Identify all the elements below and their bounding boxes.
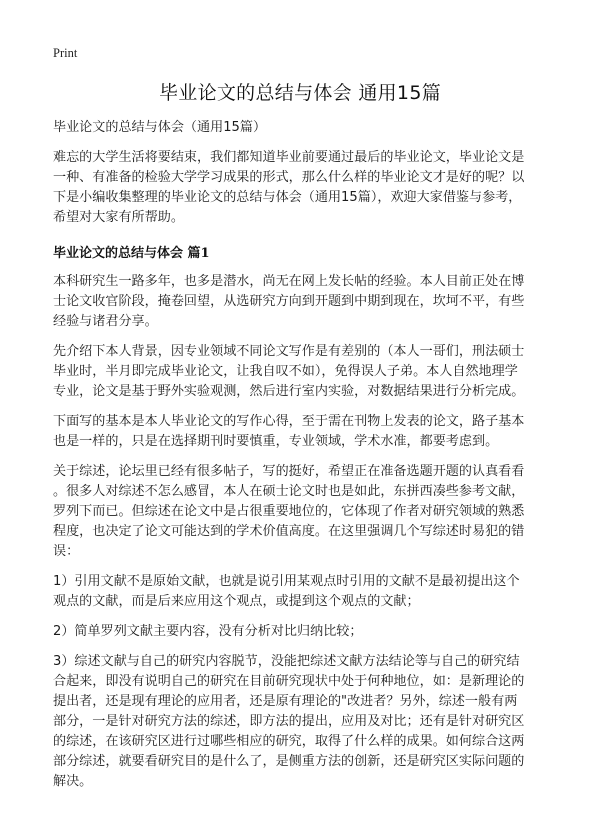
document-title: 毕业论文的总结与体会 通用15篇 <box>158 82 442 104</box>
text-line: 专业，论文是基于野外实验观测，然后进行室内实验，对数据结果进行分析完成。 <box>53 384 525 399</box>
body-paragraph <box>53 272 553 332</box>
list-item-2 <box>53 622 553 642</box>
document-body <box>53 118 553 802</box>
text-line: 误： <box>53 544 80 559</box>
text-line: 提出者，还是现有理论的应用者，还是原有理论的"改进者？另外，综述一般有两 <box>53 694 518 709</box>
text-line: 本科研究生一路多年，也多是潜水，尚无在网上发长帖的经验。本人目前正处在博 <box>53 274 525 289</box>
text-line: 先介绍下本人背景，因专业领域不同论文写作是有差别的（本人一哥们，刑法硕士 <box>53 344 525 359</box>
text-line: 难忘的大学生活将要结束，我们都知道毕业前要通过最后的毕业论文，毕业论文是 <box>53 150 525 165</box>
text-line: 下是小编收集整理的毕业论文的总结与体会（通用15篇），欢迎大家借鉴与参考， <box>53 190 522 205</box>
text-line: 部分，一是针对研究方法的综述，即方法的提出，应用及对比；还有是针对研究区 <box>53 714 525 729</box>
text-line: 也是一样的，只是在选择期刊时要慎重，专业领域，学术水准，都要考虑到。 <box>53 434 499 449</box>
text-line: 1）引用文献不是原始文献，也就是说引用某观点时引用的文献不是最初提出这个 <box>53 574 520 589</box>
text-line: 解决。 <box>53 774 93 789</box>
text-line: 下面写的基本是本人毕业论文的写作心得，至于需在刊物上发表的论文，路子基本 <box>53 414 525 429</box>
text-line: 关于综述，论坛里已经有很多帖子，写的挺好，希望正在准备选题开题的认真看看 <box>53 464 525 479</box>
text-line: 一种、有准备的检验大学学习成果的形式，那么什么样的毕业论文才是好的呢？以 <box>53 170 525 185</box>
body-paragraph <box>53 412 553 452</box>
print-label: Print <box>53 46 78 60</box>
body-paragraph <box>53 462 553 562</box>
intro-paragraph <box>53 148 553 228</box>
text-line: 部分综述，就要看研究目的是什么了，是侧重方法的创新，还是研究区实际问题的 <box>53 754 525 769</box>
text-line: 的综述，在该研究区进行过哪些相应的研究，取得了什么样的成果。如何综合这两 <box>53 734 525 749</box>
section-heading: 毕业论文的总结与体会 篇1 <box>53 246 210 261</box>
text-line: 毕业时，半月即完成毕业论文，让我自叹不如），免得误人子弟。本人自然地理学 <box>53 364 518 379</box>
text-line: 。很多人对综述不怎么感冒，本人在硕士论文时也是如此，东拼西凑些参考文献， <box>53 484 525 499</box>
list-item-3 <box>53 652 553 792</box>
text-line: 希望对大家有所帮助。 <box>53 210 184 225</box>
document-subtitle: 毕业论文的总结与体会（通用15篇） <box>53 120 267 135</box>
text-line: 程度，也决定了论文可能达到的学术价值高度。在这里强调几个写综述时易犯的错 <box>53 524 525 539</box>
text-line: 合起来，即没有说明自己的研究在目前研究现状中处于何种地位，如：是新理论的 <box>53 674 525 689</box>
body-paragraph <box>53 342 553 402</box>
text-line: 罗列下而已。但综述在论文中是占很重要地位的，它体现了作者对研究领域的熟悉 <box>53 504 525 519</box>
list-item-1 <box>53 572 553 612</box>
text-line: 2）简单罗列文献主要内容，没有分析对比归纳比较； <box>53 624 363 639</box>
text-line: 观点的文献，而是后来应用这个观点，或提到这个观点的文献； <box>53 594 420 609</box>
text-line: 士论文收官阶段，掩卷回望，从选研究方向到开题到中期到现在，坎坷不平，有些 <box>53 294 525 309</box>
text-line: 3）综述文献与自己的研究内容脱节，没能把综述文献方法结论等与自己的研究结 <box>53 654 520 669</box>
text-line: 经验与诸君分享。 <box>53 314 158 329</box>
